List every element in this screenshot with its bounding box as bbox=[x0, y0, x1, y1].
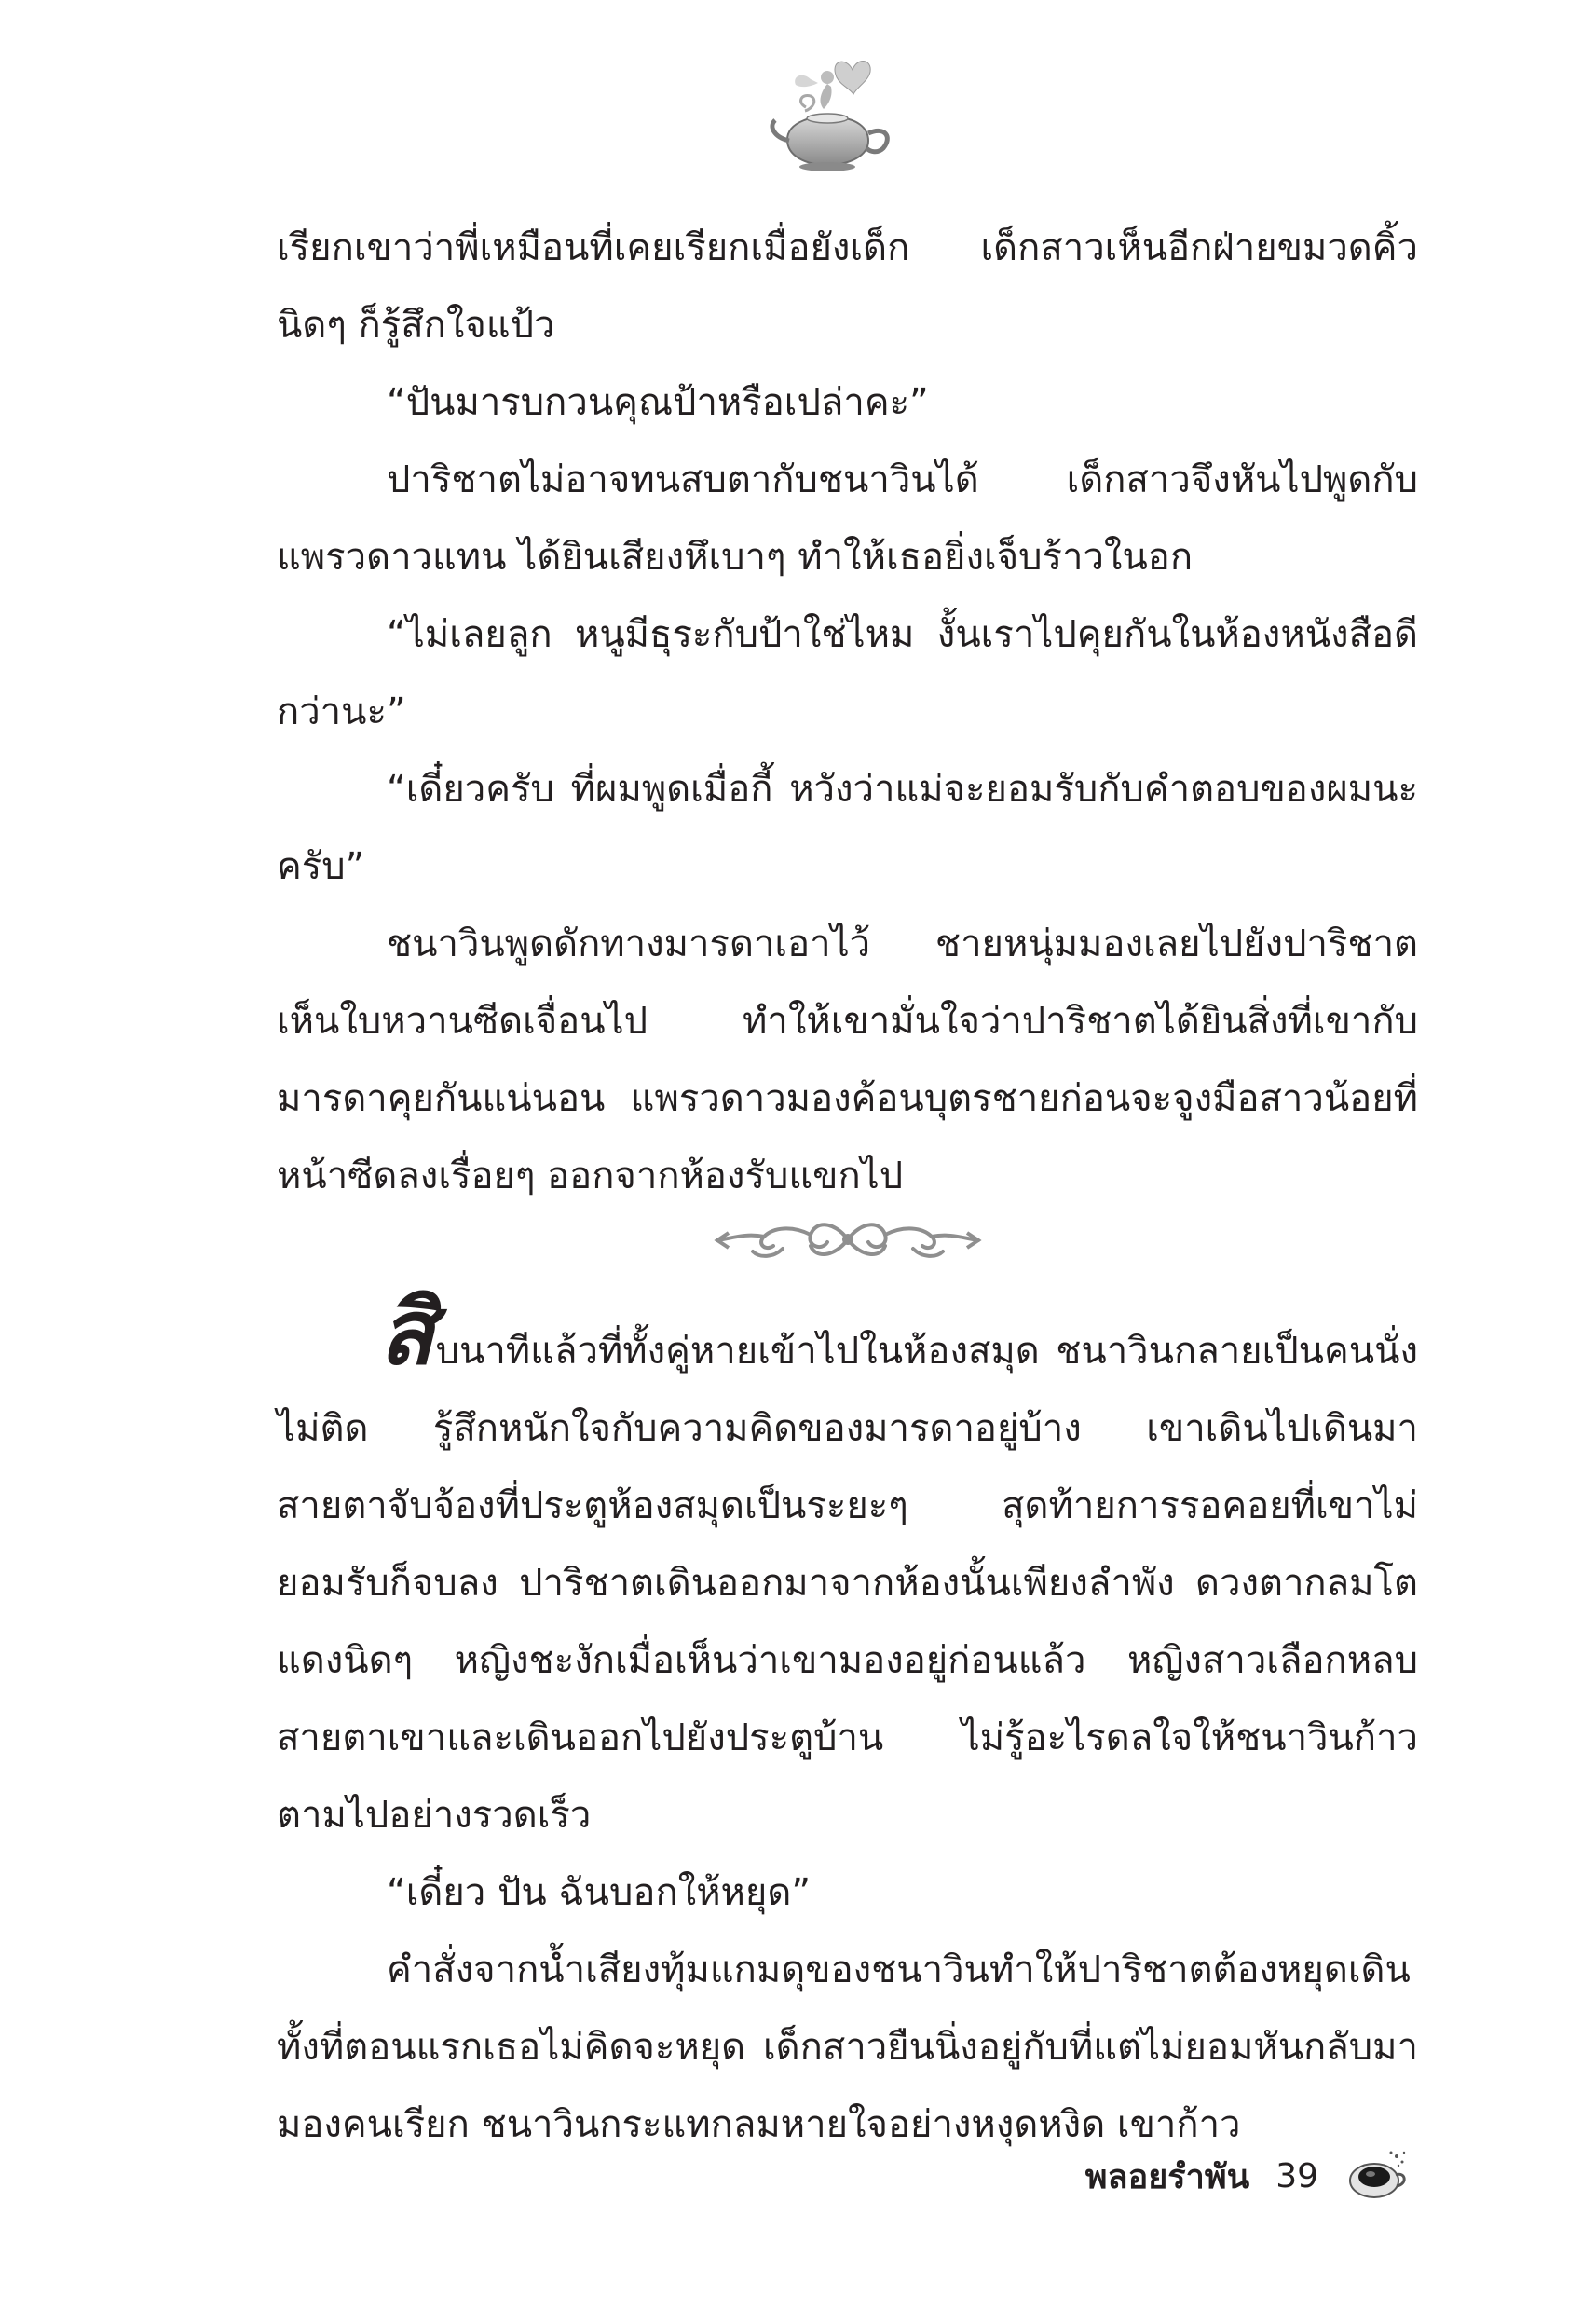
dialogue-paragraph: “ไม่เลยลูก หนูมีธุระกับป้าใช่ไหม งั้นเราไปคุยกันในห้องหนังสือดีกว่านะ” bbox=[277, 613, 1418, 733]
dropcap-letter: สิ bbox=[379, 1280, 434, 1385]
dialogue-paragraph: “ปันมารบกวนคุณป้าหรือเปล่าคะ” bbox=[387, 381, 929, 424]
paragraph: ปาริชาตไม่อาจทนสบตากับชนาวินได้ เด็กสาวจึงหันไปพูดกับแพรวดาวแทน ได้ยินเสียงหึเบาๆ ทำให้เธอยิ่งเจ็บร้าวในอก bbox=[277, 458, 1418, 579]
page-number: 39 bbox=[1275, 2156, 1318, 2195]
book-title: พลอยรำพัน bbox=[1084, 2157, 1250, 2196]
paragraph: เรียกเขาว่าพี่เหมือนที่เคยเรียกเมื่อยังเด็ก เด็กสาวเห็นอีกฝ่ายขมวดคิ้วนิดๆ ก็รู้สึกใจแป้ว bbox=[277, 226, 1418, 347]
dropcap-paragraph bbox=[277, 1280, 1418, 1854]
floral-divider-icon bbox=[708, 1207, 988, 1272]
dialogue-paragraph: “เดี๋ยวครับ ที่ผมพูดเมื่อกี้ หวังว่าแม่จะยอมรับกับคำตอบของผมนะครับ” bbox=[277, 768, 1418, 888]
page-footer bbox=[1085, 2143, 1410, 2208]
teapot-fairy-icon bbox=[764, 51, 904, 182]
body-text-top bbox=[277, 210, 1418, 1215]
dropcap-paragraph-text: บนาทีแล้วที่ทั้งคู่หายเข้าไปในห้องสมุด ชนาวินกลายเป็นคนนั่งไม่ติด รู้สึกหนักใจกับความคิดของมารดาอยู่บ้าง เขาเดินไปเดินมาสายตาจับจ้องที่ประตูห้องสมุดเป็นระยะๆ สุดท้ายการรอคอยที่เขาไม่ยอมรับก็จบลง ปาริชาตเดินออกมาจากห้องนั้นเพียงลำพัง ดวงตากลมโตแดงนิดๆ หญิงชะงักเมื่อเห็นว่าเขามองอยู่ก่อนแล้ว หญิงสาวเลือกหลบสายตาเขาและเดินออกไปยังประตูบ้าน ไม่รู้อะไรดลใจให้ชนาวินก้าวตามไปอย่างรวดเร็ว bbox=[277, 1330, 1418, 1837]
paragraph: ชนาวินพูดดักทางมารดาเอาไว้ ชายหนุ่มมองเลยไปยังปาริชาตเห็นใบหวานซีดเจื่อนไป ทำให้เขามั่นใจว่าปาริชาตได้ยินสิ่งที่เขากับมารดาคุยกันแน่นอน แพรวดาวมองค้อนบุตรชายก่อนจะจูงมือสาวน้อยที่หน้าซีดลงเรื่อยๆ ออกจากห้องรับแขกไป bbox=[277, 923, 1418, 1197]
paragraph: คำสั่งจากน้ำเสียงทุ้มแกมดุของชนาวินทำให้ปาริชาตต้องหยุดเดินทั้งที่ตอนแรกเธอไม่คิดจะหยุด เด็กสาวยืนนิ่งอยู่กับที่แต่ไม่ยอมหันกลับมามองคนเรียก ชนาวินกระแทกลมหายใจอย่างหงุดหงิด เขาก้าว bbox=[277, 1949, 1418, 2146]
coffee-cup-icon bbox=[1344, 2143, 1410, 2208]
body-text-bottom bbox=[277, 1280, 1418, 2164]
dialogue-paragraph: “เดี๋ยว ปัน ฉันบอกให้หยุด” bbox=[387, 1871, 812, 1914]
